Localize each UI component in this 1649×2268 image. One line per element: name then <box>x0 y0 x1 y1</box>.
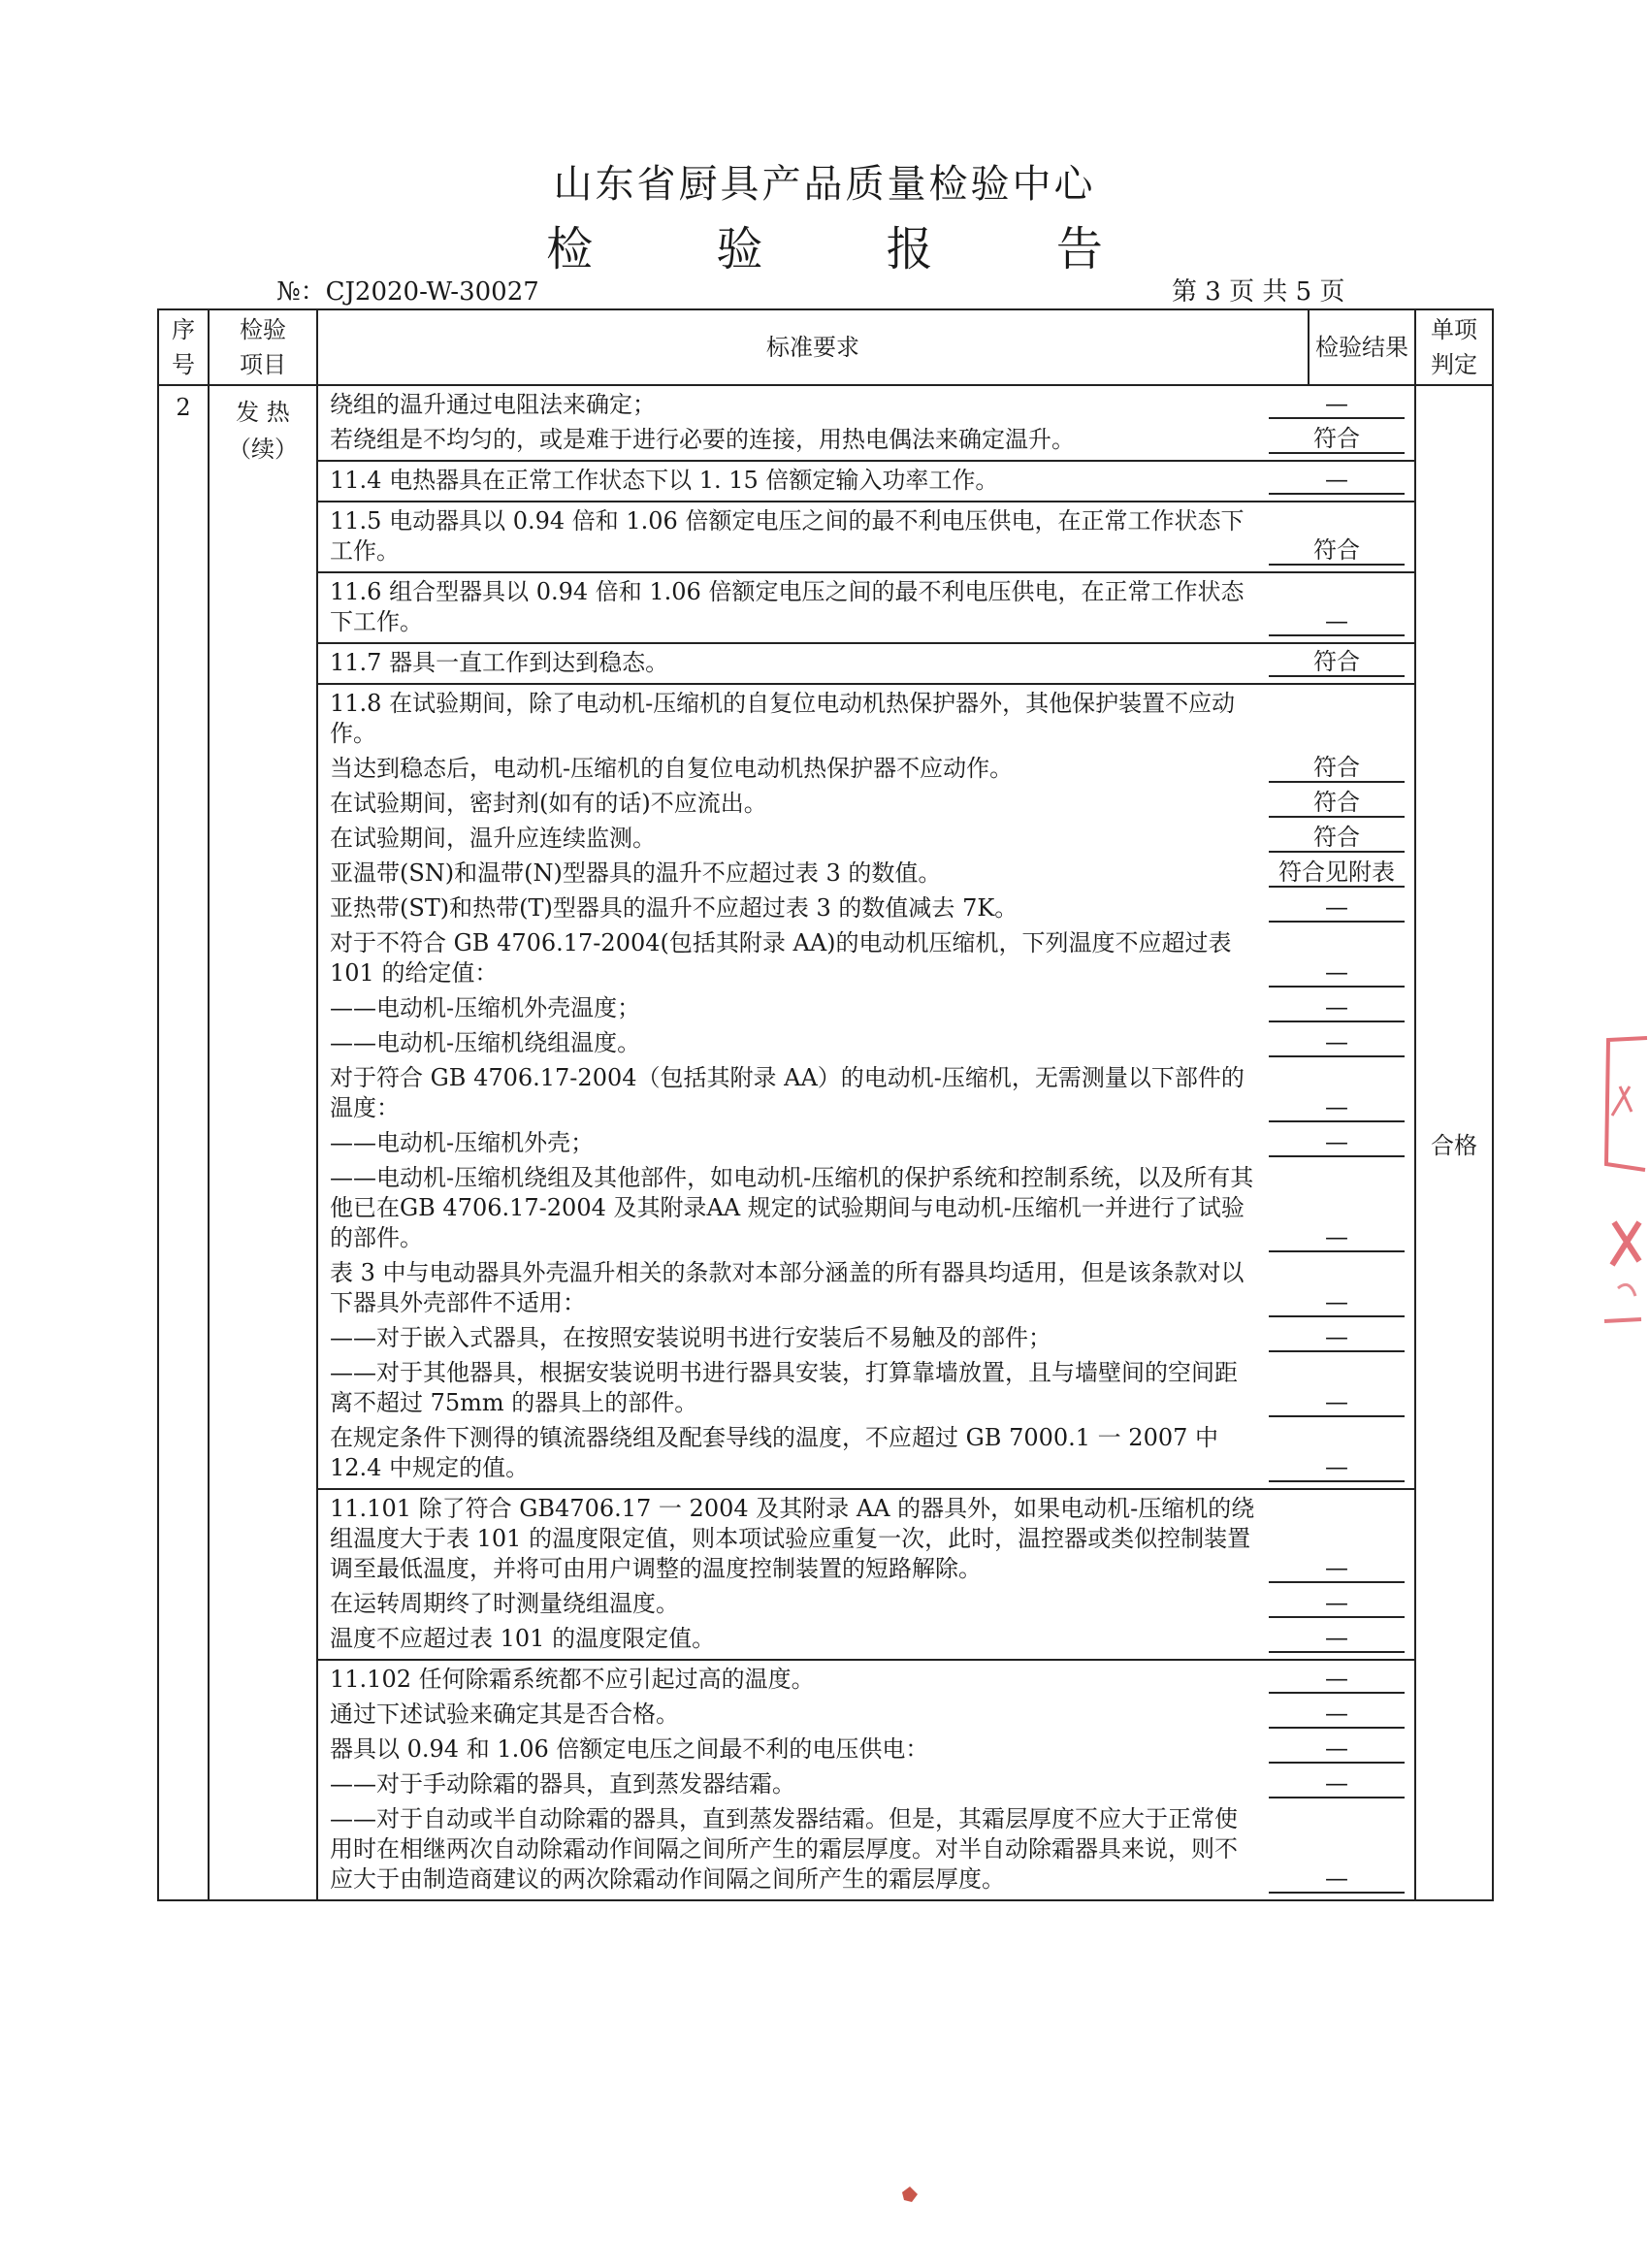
result-value: — <box>1269 1288 1405 1317</box>
report-title: 检 验 报 告 <box>546 222 1157 276</box>
requirement-line <box>330 1423 1406 1488</box>
result-value: — <box>1269 1665 1405 1694</box>
requirement-line <box>330 1700 1406 1734</box>
requirement-text: ——对于其他器具，根据安装说明书进行器具安装，打算靠墙放置，且与墙壁间的空间距离不超过 75mm 的器具上的部件。 <box>330 1359 1238 1416</box>
table-row <box>158 572 1493 643</box>
result-value: — <box>1269 1734 1405 1764</box>
requirement-line <box>330 1163 1406 1258</box>
requirement-line <box>330 928 1406 993</box>
requirement-line <box>330 648 1406 683</box>
requirement-lines <box>318 685 1414 1488</box>
requirement-text: 11.8 在试验期间，除了电动机-压缩机的自复位电动机热保护器外，其他保护装置不应动作。 <box>330 690 1236 747</box>
table-row <box>158 684 1493 1489</box>
result-value: — <box>1269 1769 1405 1798</box>
requirement-group <box>317 1489 1415 1660</box>
result-value: — <box>1269 1624 1405 1653</box>
requirement-text: ——电动机-压缩机外壳温度； <box>330 994 641 1021</box>
requirement-line <box>330 1665 1406 1700</box>
requirement-group <box>317 1660 1415 1900</box>
requirement-text: ——电动机-压缩机外壳； <box>330 1129 595 1156</box>
requirement-text: 11.101 除了符合 GB4706.17 一 2004 及其附录 AA 的器具外，如果电动机-压缩机的绕组温度大于表 101 的温度限定值，则本项试验应重复一次，此时，温控器或类似控制装置调至最低温度，并将可由用户调整的温度控制装置的短路解除。 <box>330 1495 1255 1582</box>
table-row <box>158 461 1493 502</box>
table-row <box>158 1489 1493 1660</box>
table-row <box>158 385 1493 461</box>
requirement-line <box>330 859 1406 893</box>
requirement-lines <box>318 1661 1414 1899</box>
requirement-lines <box>318 573 1414 642</box>
requirement-line <box>330 993 1406 1028</box>
row-number: 2 <box>158 385 209 1900</box>
requirement-line <box>330 506 1406 571</box>
result-value: — <box>1269 1223 1405 1252</box>
requirement-line <box>330 754 1406 789</box>
requirement-text: 当达到稳态后，电动机-压缩机的自复位电动机热保护器不应动作。 <box>330 755 1014 782</box>
table-row <box>158 643 1493 684</box>
requirement-line <box>330 1358 1406 1423</box>
header-number-label: 序号 <box>172 316 195 378</box>
requirement-lines <box>318 1490 1414 1659</box>
requirement-line <box>330 1589 1406 1624</box>
requirement-line <box>330 824 1406 859</box>
header-verdict-label: 单项判定 <box>1431 316 1477 378</box>
report-number: №：CJ2020-W-30027 <box>276 277 539 307</box>
header-requirement-label: 标准要求 <box>766 334 859 361</box>
result-value: — <box>1269 1323 1405 1352</box>
requirement-group <box>317 572 1415 643</box>
requirement-text: 通过下述试验来确定其是否合格。 <box>330 1701 679 1728</box>
result-value: 符合 <box>1269 754 1405 783</box>
requirement-text: 对于不符合 GB 4706.17-2004(包括其附录 AA)的电动机压缩机，下列温度不应超过表 101 的给定值： <box>330 929 1240 987</box>
result-value: 符合 <box>1269 536 1405 566</box>
requirement-text: 11.5 电动器具以 0.94 倍和 1.06 倍额定电压之间的最不利电压供电，在正常工作状态下工作。 <box>330 507 1245 565</box>
header-verdict <box>1415 309 1493 385</box>
result-value: — <box>1269 390 1405 419</box>
requirement-line <box>330 1128 1406 1163</box>
requirement-line <box>330 1734 1406 1769</box>
requirement-lines <box>318 462 1414 501</box>
requirement-line <box>330 1804 1406 1899</box>
result-value: — <box>1269 993 1405 1022</box>
requirement-line <box>330 466 1406 501</box>
requirement-text: ——电动机-压缩机绕组及其他部件，如电动机-压缩机的保护系统和控制系统，以及所有其他已在GB 4706.17-2004 及其附录AA 规定的试验期间与电动机-压缩机一并进行了试验的部件。 <box>330 1164 1254 1251</box>
requirement-line <box>330 1769 1406 1804</box>
result-value: — <box>1269 1554 1405 1583</box>
result-value: — <box>1269 893 1405 923</box>
page-indicator: 第 3 页 共 5 页 <box>1172 277 1345 307</box>
header-number <box>158 309 209 385</box>
requirement-line <box>330 1258 1406 1323</box>
header-result <box>1309 309 1415 385</box>
result-value: 符合 <box>1269 789 1405 818</box>
requirement-lines <box>318 644 1414 683</box>
requirement-text: 在试验期间，密封剂(如有的话)不应流出。 <box>330 790 767 817</box>
result-value: 符合见附表 <box>1269 859 1405 888</box>
requirement-line <box>330 425 1406 460</box>
row-verdict: 合格 <box>1415 385 1493 1900</box>
requirement-line <box>330 1624 1406 1659</box>
header-result-label: 检验结果 <box>1315 334 1408 361</box>
requirement-text: 11.102 任何除霜系统都不应引起过高的温度。 <box>330 1666 815 1693</box>
result-value: — <box>1269 1589 1405 1618</box>
requirement-line <box>330 893 1406 928</box>
result-value: — <box>1269 1453 1405 1482</box>
table-header-row <box>158 309 1493 385</box>
requirement-text: 亚热带(ST)和热带(T)型器具的温升不应超过表 3 的数值减去 7K。 <box>330 894 1018 922</box>
requirement-text: 11.7 器具一直工作到达到稳态。 <box>330 649 669 676</box>
table-row <box>158 502 1493 572</box>
result-value: 符合 <box>1269 425 1405 454</box>
result-value: — <box>1269 1700 1405 1729</box>
red-ink-speck <box>896 2179 925 2208</box>
requirement-line <box>330 577 1406 642</box>
result-value: — <box>1269 1388 1405 1417</box>
requirement-line <box>330 1494 1406 1589</box>
requirement-group <box>317 643 1415 684</box>
result-value: 符合 <box>1269 824 1405 853</box>
requirement-text: 11.4 电热器具在正常工作状态下以 1. 15 倍额定输入功率工作。 <box>330 467 999 494</box>
red-stamp-fragment <box>1591 1028 1649 1339</box>
result-value: — <box>1269 1128 1405 1157</box>
result-value: — <box>1269 1093 1405 1122</box>
requirement-text: 器具以 0.94 和 1.06 倍额定电压之间最不利的电压供电： <box>330 1735 929 1763</box>
requirement-lines <box>318 502 1414 571</box>
result-value: — <box>1269 607 1405 636</box>
requirement-line <box>330 1323 1406 1358</box>
requirement-text: 在规定条件下测得的镇流器绕组及配套导线的温度，不应超过 GB 7000.1 一 2007 中 12.4 中规定的值。 <box>330 1424 1226 1481</box>
requirement-group <box>317 502 1415 572</box>
requirement-line <box>330 789 1406 824</box>
header-item-label: 检验项目 <box>240 316 286 378</box>
requirement-text: 在试验期间，温升应连续监测。 <box>330 825 656 852</box>
requirement-line <box>330 390 1406 425</box>
requirement-lines <box>318 386 1414 460</box>
requirement-text: 绕组的温升通过电阻法来确定； <box>330 391 656 418</box>
header-item <box>209 309 317 385</box>
requirement-group <box>317 684 1415 1489</box>
result-value: — <box>1269 466 1405 495</box>
header-requirement <box>317 309 1309 385</box>
requirement-text: 亚温带(SN)和温带(N)型器具的温升不应超过表 3 的数值。 <box>330 859 942 887</box>
requirement-line <box>330 1063 1406 1128</box>
requirement-text: 对于符合 GB 4706.17-2004（包括其附录 AA）的电动机-压缩机，无需测量以下部件的温度： <box>330 1064 1245 1121</box>
requirement-line <box>330 1028 1406 1063</box>
table-body <box>158 385 1493 1900</box>
result-value: — <box>1269 1864 1405 1894</box>
table-row <box>158 1660 1493 1900</box>
requirement-text: 11.6 组合型器具以 0.94 倍和 1.06 倍额定电压之间的最不利电压供电，在正常工作状态下工作。 <box>330 578 1245 635</box>
requirement-text: ——电动机-压缩机绕组温度。 <box>330 1029 641 1056</box>
result-value: 符合 <box>1269 648 1405 677</box>
requirement-text: 表 3 中与电动器具外壳温升相关的条款对本部分涵盖的所有器具均适用，但是该条款对以下器具外壳部件不适用： <box>330 1259 1245 1316</box>
requirement-text: 若绕组是不均匀的，或是难于进行必要的连接，用热电偶法来确定温升。 <box>330 426 1075 453</box>
row-item-label: 发 热 （续） <box>228 399 298 463</box>
row-item <box>209 385 317 1900</box>
requirement-line <box>330 689 1406 754</box>
result-value: — <box>1269 1028 1405 1057</box>
requirement-text: ——对于手动除霜的器具，直到蒸发器结霜。 <box>330 1770 795 1798</box>
requirement-group <box>317 461 1415 502</box>
requirement-text: ——对于嵌入式器具，在按照安装说明书进行安装后不易触及的部件； <box>330 1324 1051 1351</box>
inspection-table <box>157 308 1494 1901</box>
requirement-text: 在运转周期终了时测量绕组温度。 <box>330 1590 679 1617</box>
requirement-group <box>317 385 1415 461</box>
issuing-organization: 山东省厨具产品质量检验中心 <box>553 162 1096 207</box>
requirement-text: 温度不应超过表 101 的温度限定值。 <box>330 1625 716 1652</box>
result-value: — <box>1269 958 1405 988</box>
requirement-text: ——对于自动或半自动除霜的器具，直到蒸发器结霜。但是，其霜层厚度不应大于正常使用时在相继两次自动除霜动作间隔之间所产生的霜层厚度。对半自动除霜器具来说，则不应大于由制造商建议的两次除霜动作间隔之间所产生的霜层厚度。 <box>330 1805 1238 1893</box>
